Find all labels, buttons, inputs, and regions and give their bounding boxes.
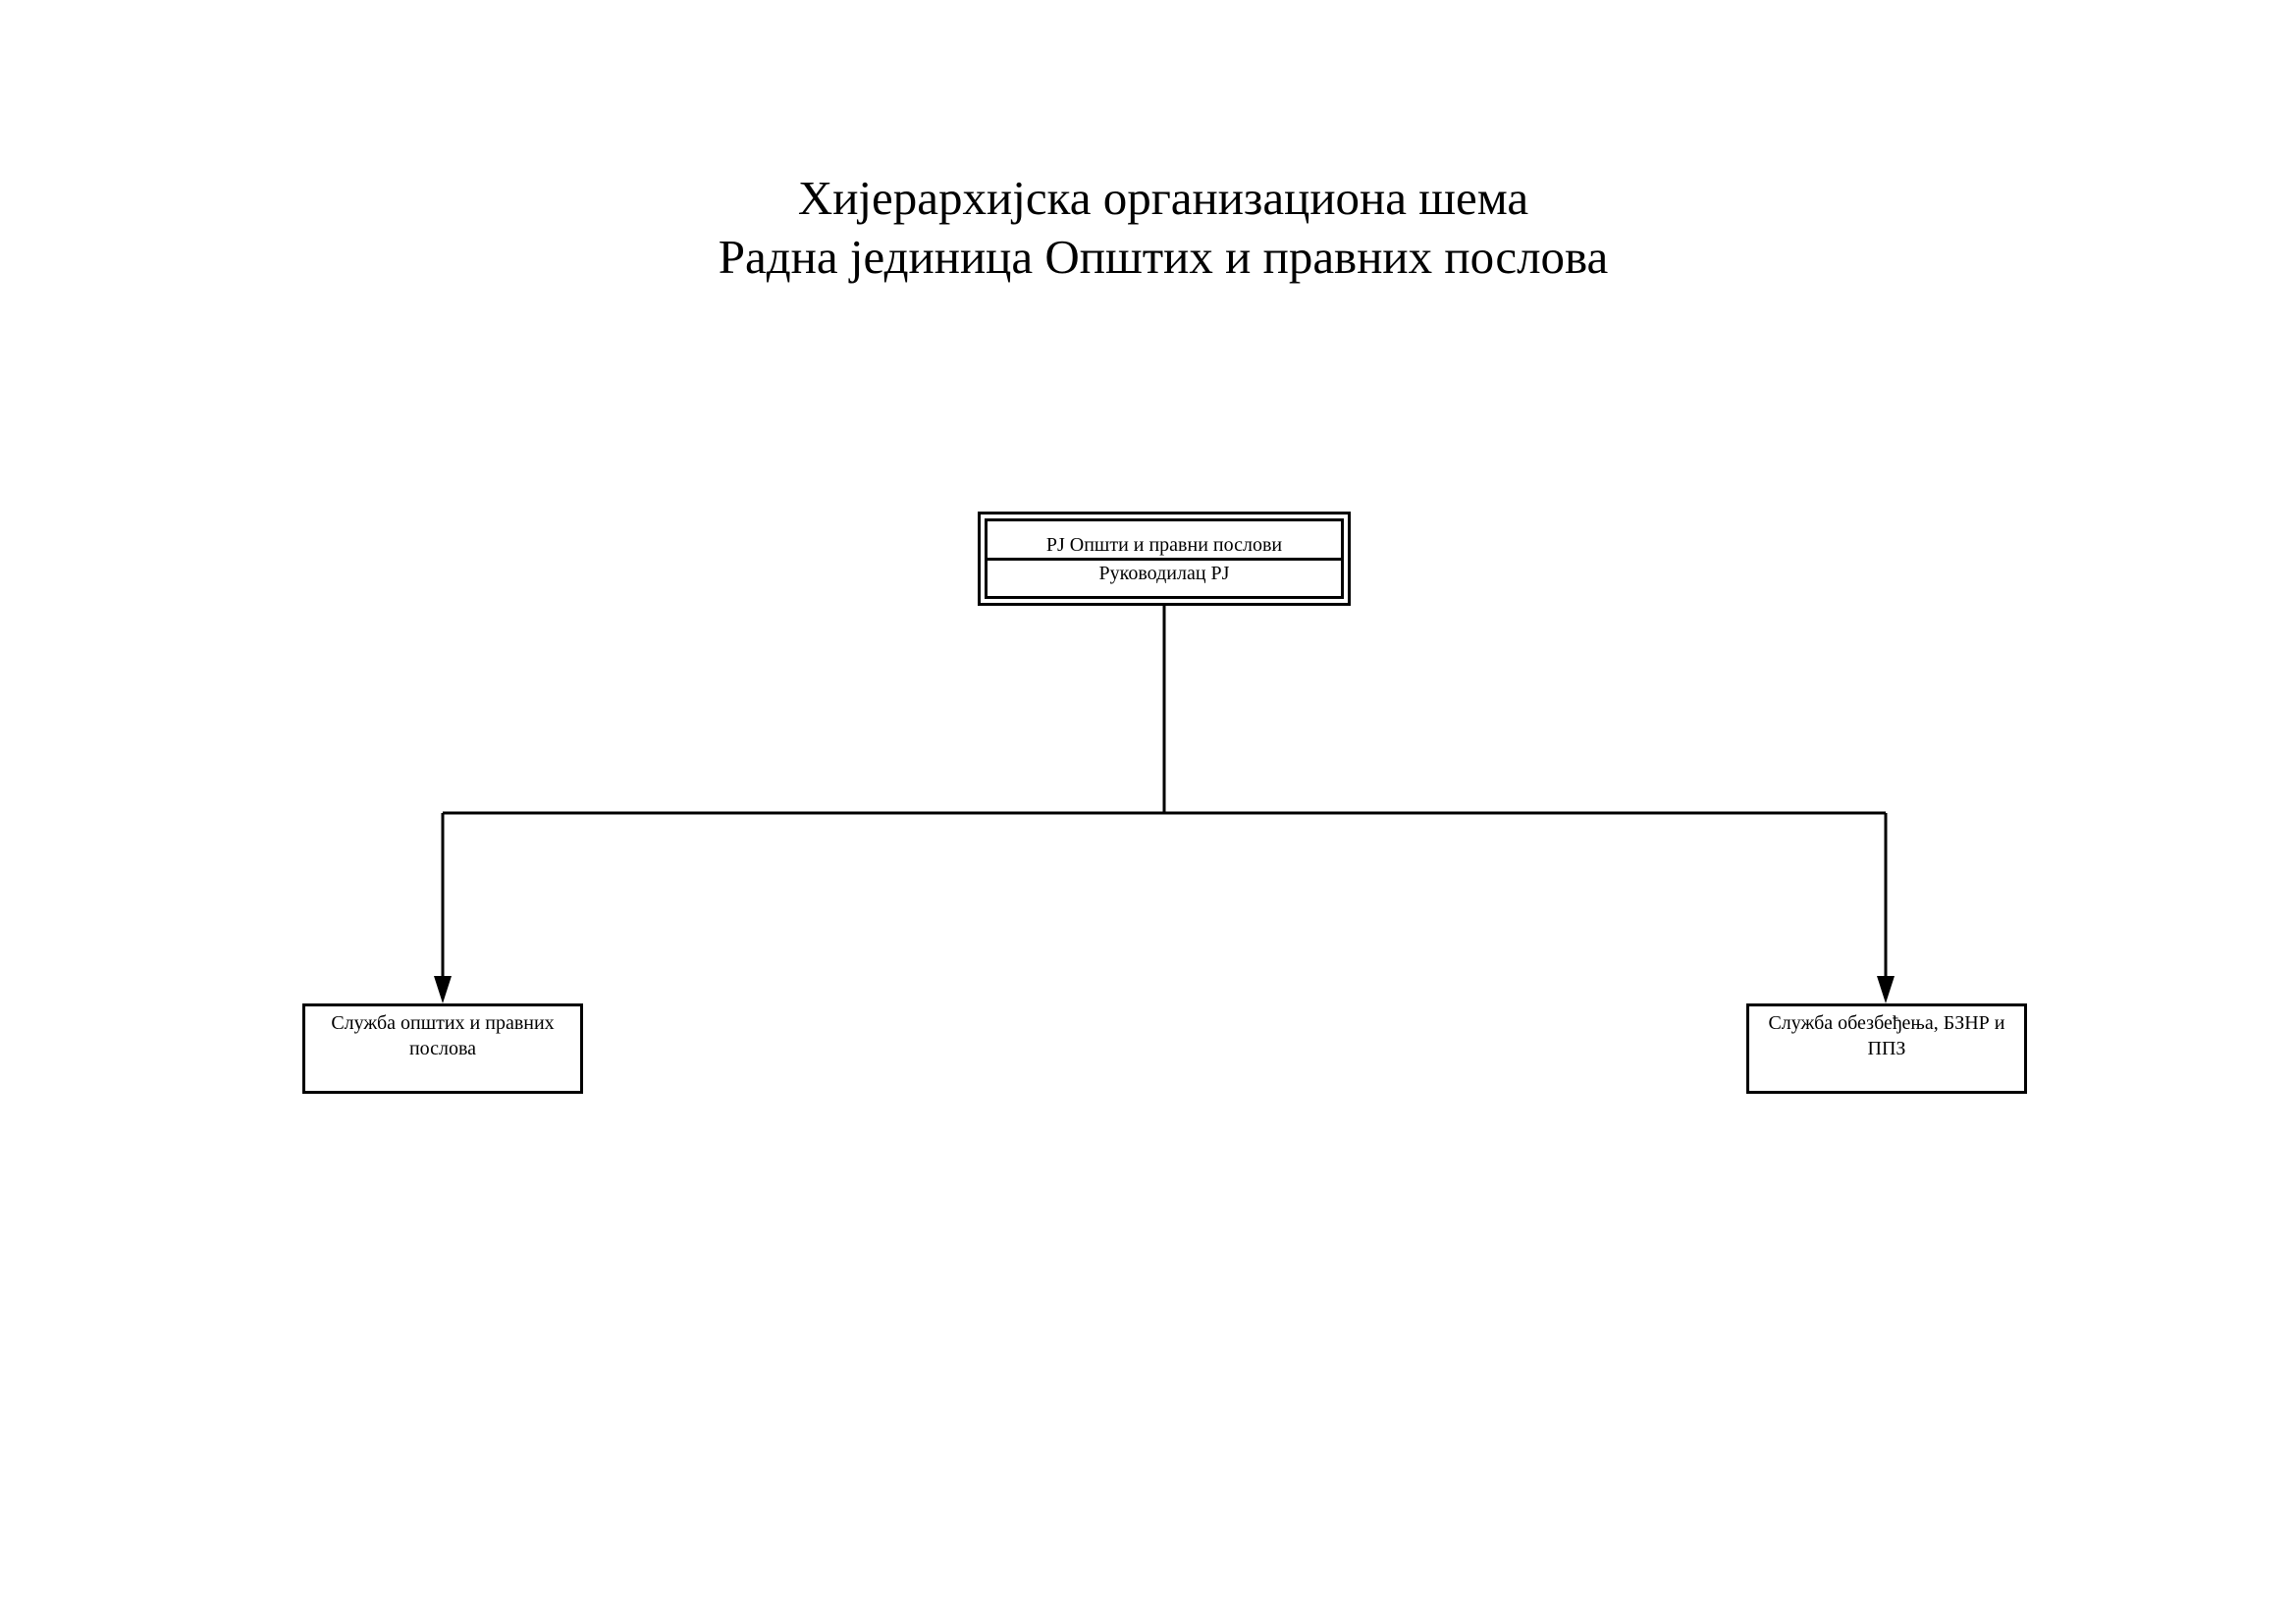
child-node-right: [1746, 1003, 2027, 1094]
child-node-right-label: Служба обезбеђења, БЗНР и ППЗ: [1768, 1012, 2005, 1059]
child-node-left-label: Служба општих и правних послова: [331, 1012, 555, 1059]
arrowhead-left: [434, 976, 452, 1003]
root-node-role: Руководилац РЈ: [1098, 562, 1230, 584]
diagram-title-line-1: Хијерархијска организациона шема: [797, 171, 1529, 225]
diagram-title-line-2: Радна јединица Општих и правних послова: [718, 230, 1609, 284]
arrowhead-right: [1877, 976, 1895, 1003]
root-node-inner: [985, 518, 1344, 599]
root-node-name: РЈ Општи и правни послови: [1045, 533, 1283, 556]
root-node: [978, 512, 1351, 606]
child-node-left: [302, 1003, 583, 1094]
